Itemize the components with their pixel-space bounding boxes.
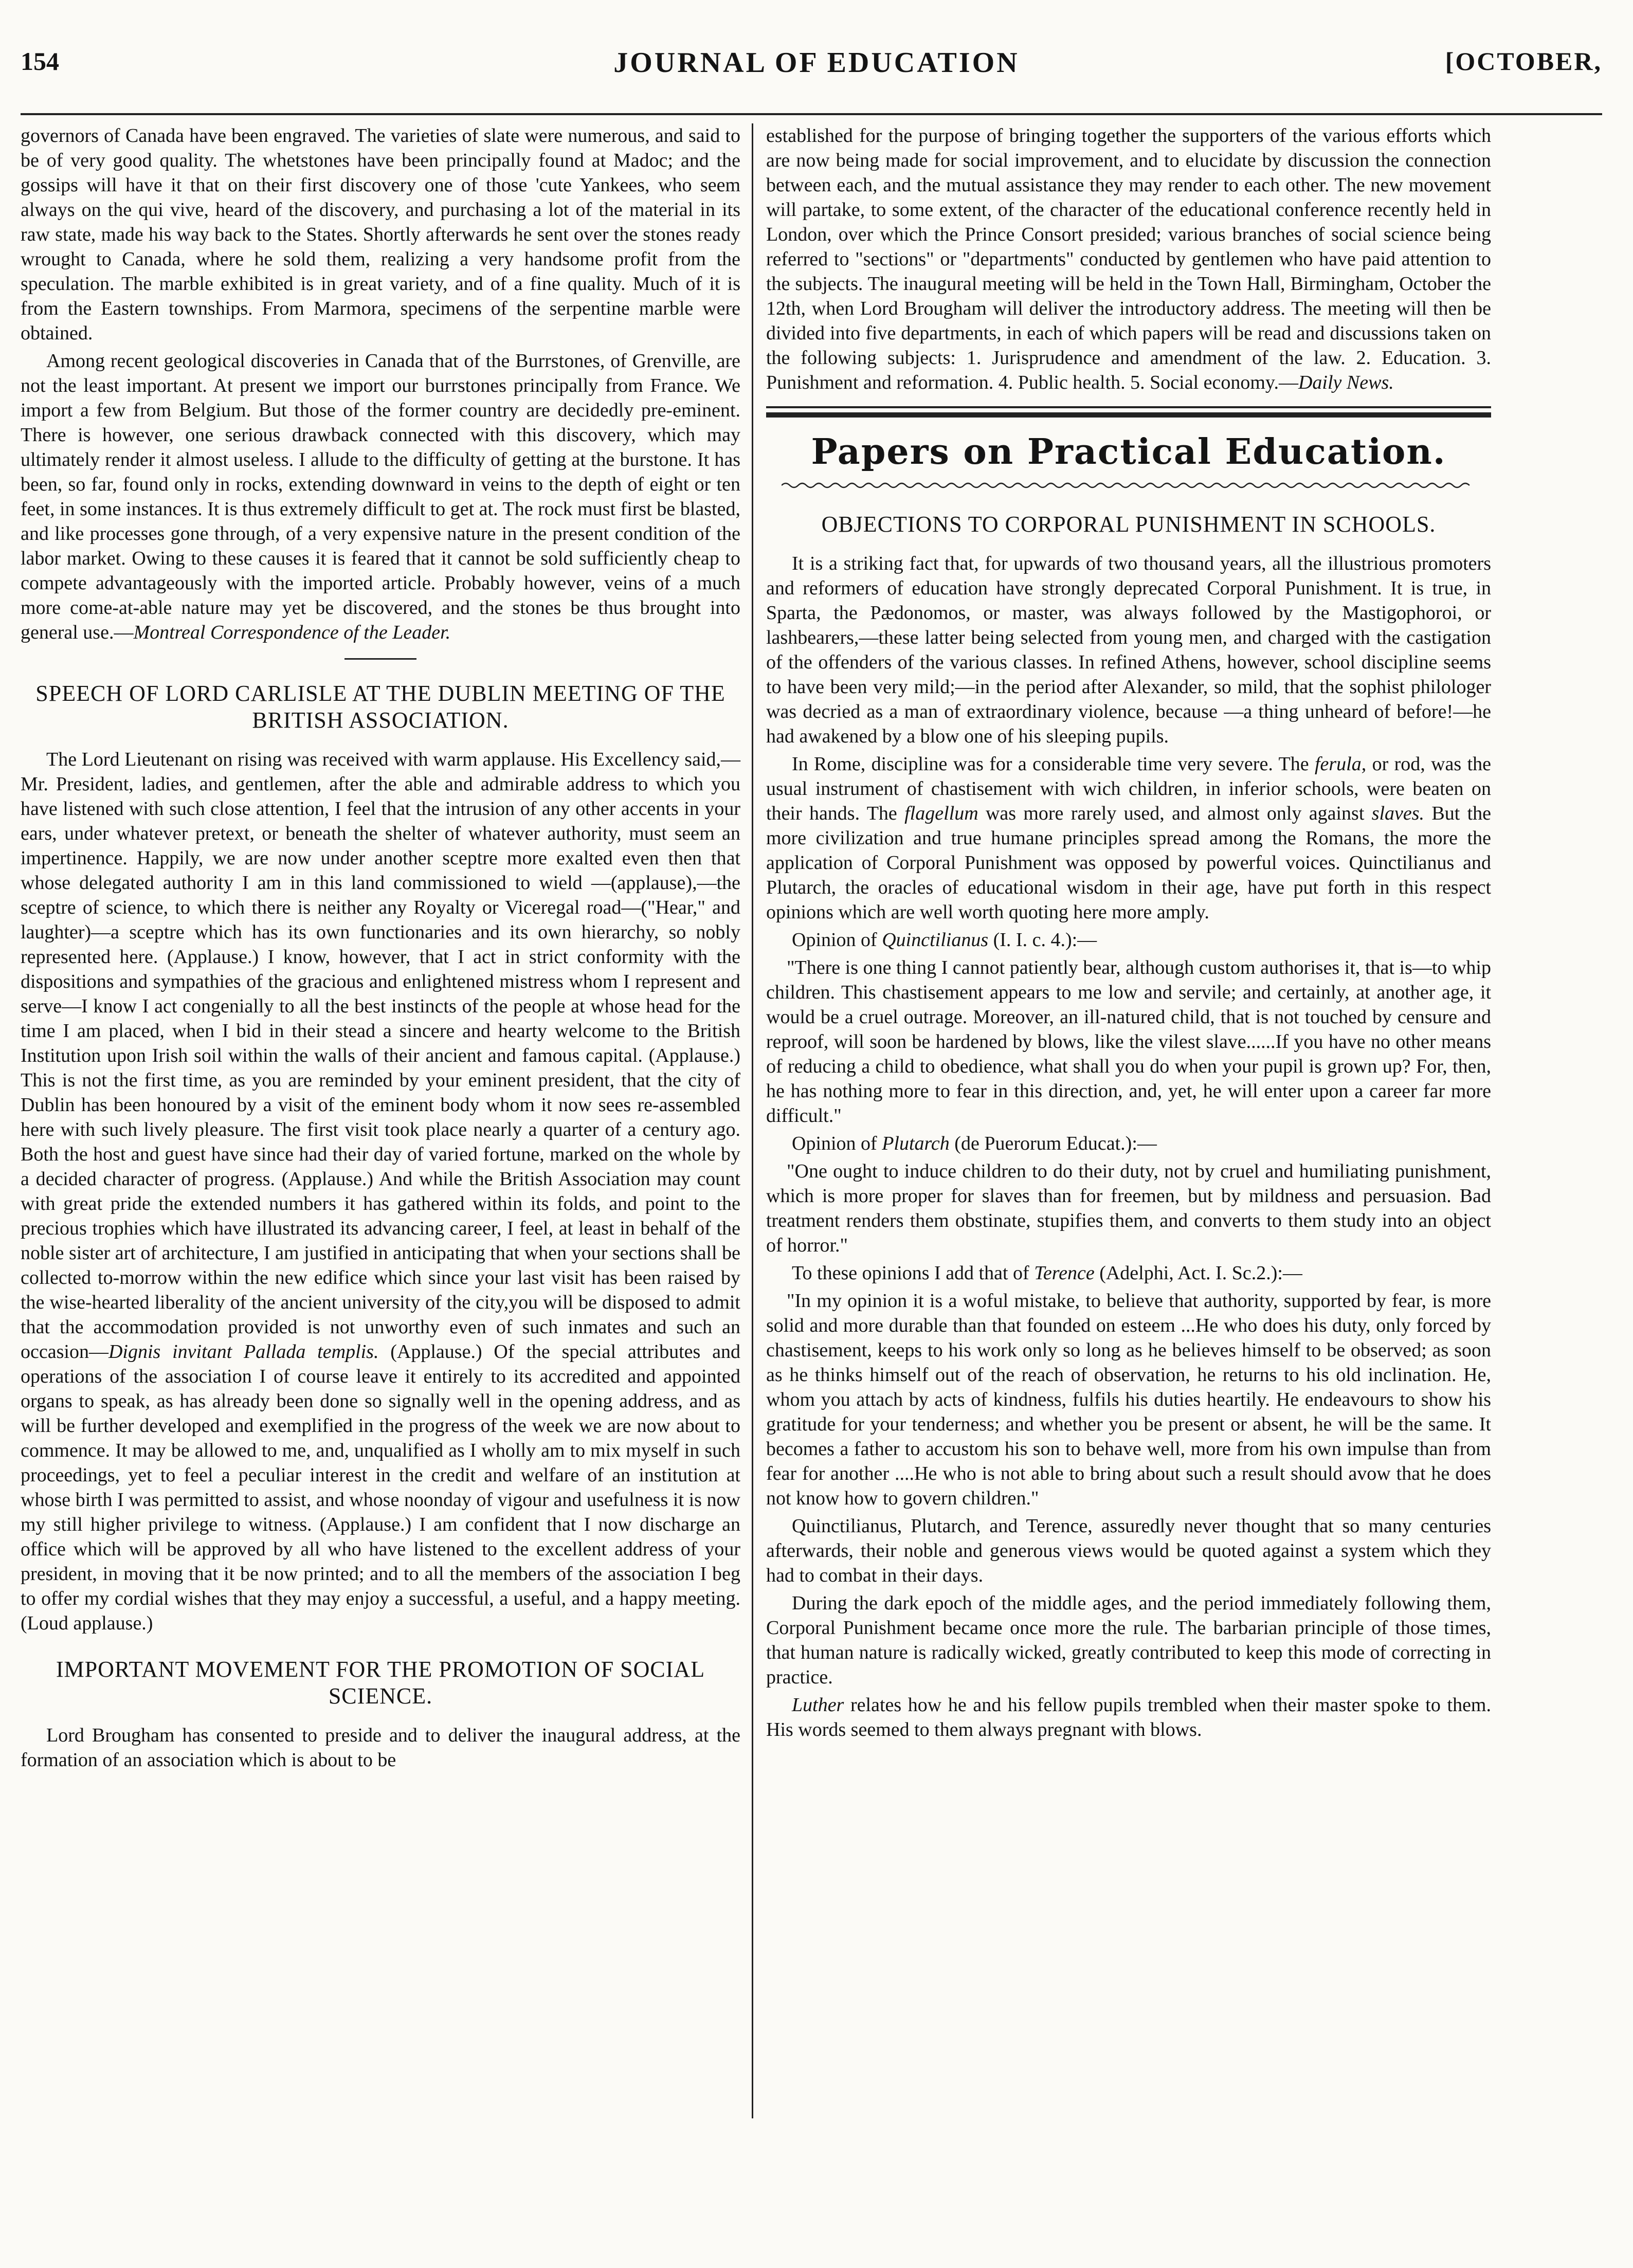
luther-paragraph [766, 1693, 1491, 1742]
quint-intro-text: Opinion of [792, 929, 882, 951]
double-rule [766, 406, 1491, 418]
plutarch-intro [766, 1131, 1491, 1156]
left-column [21, 123, 740, 1775]
movement-source: Daily News. [1298, 372, 1394, 393]
page-header [0, 46, 1633, 87]
slaves-term: slaves. [1371, 803, 1425, 824]
plut-name: Plutarch [882, 1133, 950, 1154]
carlisle-speech-part-1: The Lord Lieutenant on rising was received with warm applause. His Excellency said,—Mr. President, ladies, and gentlemen, after the able and admirable address to which you have listened with such close attention, I feel that the intrusion of any other accents in your ears, under whatever pretext, or beneath the shelter of whatever authority, must seem an impertinence. Happily, we are now under another sceptre more exalted even then that whose delegated authority I am in this land commissioned to wield —(applause),—the sceptre of science, to which there is neither any Royalty or Viceregal road—("Hear," and laughter)—a sceptre which has its own functionaries and its own hierarchy, so nobly represented here. (Applause.) I know, however, that I act in strict conformity with the dispositions and sympathies of the gracious and enlightened mistress whom I represent and serve—I know I act congenially to all the best instincts of the people at whose head for the time I am placed, when I bid in their stead a sincere and hearty welcome to the British Institution upon Irish soil within the walls of their ancient and famous capital. (Applause.) This is not the first time, as you are reminded by your eminent president, that the city of Dublin has been honoured by a visit of the eminent body whom it now sees re-assembled here with such lively pleasure. The first visit took place nearly a quarter of a century ago. Both the host and guest have since had their day of varied fortune, marked on the whole by a decided character of progress. (Applause.) And while the British Association may count with great pride the extended numbers it has gathered within its folds, and point to the precious trophies which have illustrated its advancing career, I feel, at least in behalf of the noble sister art of architecture, I am justified in anticipating that when your sections shall be collected to-morrow within the new edifice which since your last visit has been raised by the wise-hearted liberality of the ancient university of the city,you will be disposed to admit that the accommodation provided is not unworthy even of such inmates and such an occasion— [21, 749, 740, 1363]
carlisle-speech [21, 747, 740, 1636]
terence-intro [766, 1261, 1491, 1285]
rome-text-4: But the more civilization and true humane principles spread among the Romans, the more the application of Corporal Punishment was opposed by powerful voices. Quinctilianus and Plutarch, the oracles of educational wisdom in their age, have put forth in this respect opinions which are well worth quoting here more amply. [766, 803, 1491, 923]
issue-month: [OCTOBER, [1445, 47, 1602, 76]
burrstones-paragraph [21, 349, 740, 645]
quinctilianus-intro [766, 928, 1491, 952]
section-rule [344, 658, 416, 660]
objections-paragraph-3: Quinctilianus, Plutarch, and Terence, assuredly never thought that so many centuries afterwards, their noble and generous views would be quoted against a system which they had to combat in their days. [766, 1515, 1491, 1586]
quinctilianus-quote: "There is one thing I cannot patiently bear, although custom authorises it, that is—to whip children. This chastisement appears to me low and servile; and certainly, at another age, it would be a cruel outrage. Moreover, an ill-natured child, that is not touched by censure and reproof, will soon be hardened by blows, like the vilest slave......If you have no other means of reducing a child to obedience, what shall you do when your pupil is grown up? For, then, he has nothing more to fear in this direction, and, yet, he will enter upon a career far more difficult." [766, 957, 1491, 1127]
rome-text-1: In Rome, discipline was for a considerable time very severe. The [792, 753, 1315, 775]
objections-paragraph-4: During the dark epoch of the middle ages, and the period immediately following them, Corporal Punishment became once more the rule. The barbarian principle of those times, that human nature is radically wicked, greatly contributed to keep this mode of correcting in practice. [766, 1592, 1491, 1688]
flagellum-term: flagellum [904, 803, 978, 824]
carlisle-speech-part-2: (Applause.) Of the special attributes and operations of the association I of course leave it entirely to its accredited and appointed organs to speak, as has already been done so signally well in the opening address, and as will be further developed and exemplified in the progress of the week we are now about to commence. It may be allowed to me, and, unqualified as I wholly am to mix myself in such proceedings, yet to feel a peculiar interest in the credit and welfare of an institution at whose birth I was permitted to assist, and whose noonday of vigour and usefulness it is now my still higher privilege to witness. (Applause.) I am confident that I now discharge an office which will be approved by all who have listened to the excellent address of your president, in moving that it be now printed; and to all the members of the association I beg to offer my cordial wishes that they may enjoy a successful, a useful, and a happy meeting. (Loud applause.) [21, 1341, 740, 1634]
ter-citation: (Adelphi, Act. I. Sc.2.):— [1094, 1262, 1302, 1284]
movement-opening: Lord Brougham has consented to preside and to deliver the inaugural address, at the formation of an association which is about to be [21, 1725, 740, 1771]
rome-text-3: was more rarely used, and almost only against [978, 803, 1372, 824]
rome-text-2: or rod, was the usual instrument of chastisement with wich children, in inferior schools, were beaten on their hands. The [766, 753, 1491, 824]
wavy-line-icon [782, 480, 1476, 491]
carlisle-heading: SPEECH OF LORD CARLISLE AT THE DUBLIN MEETING OF THE BRITISH ASSOCIATION. [35, 681, 725, 733]
ferula-term: ferula, [1314, 753, 1367, 775]
ter-intro-text: To these opinions I add that of [792, 1262, 1035, 1284]
slate-paragraph: governors of Canada have been engraved. The varieties of slate were numerous, and said to be of very good quality. The whetstones have been principally found at Madoc; and the gossips will have it that on their first discovery one of those 'cute Yankees, who seem always on the qui vive, heard of the discovery, and purchasing a lot of the material in its raw state, made his way back to the States. Shortly afterwards he sent over the stones ready wrought to Canada, where he sold them, realizing a very handsome profit from the speculation. The marble exhibited is in great variety, and of a fine quality. Much of it is from the Eastern townships. From Marmora, specimens of the serpentine marble were obtained. [21, 125, 740, 344]
movement-continued-text: established for the purpose of bringing together the supporters of the various efforts which are now being made for social improvement, and to elucidate by discussion the connection between each, and the mutual assistance they may render to each other. The new movement will partake, to some extent, of the character of the educational conference recently held in London, over which the Prince Consort presided; various branches of social science being referred to "sections" or "departments" conducted by gentlemen who have paid attention to the subjects. The inaugural meeting will be held in the Town Hall, Birmingham, October the 12th, when Lord Brougham will deliver the introductory address. The meeting will then be divided into five departments, in each of which papers will be read and discussions taken on the following subjects: 1. Jurisprudence and amendment of the law. 2. Education. 3. Punishment and reformation. 4. Public health. 5. Social economy.— [766, 125, 1491, 393]
luther-text: relates how he and his fellow pupils trembled when their master spoke to them. His words seemed to them always pregnant with blows. [766, 1694, 1491, 1740]
objections-heading: OBJECTIONS TO CORPORAL PUNISHMENT IN SCHOOLS. [821, 512, 1436, 537]
quint-name: Quinctilianus [882, 929, 989, 951]
plutarch-quote: "One ought to induce children to do their duty, not by cruel and humiliating punishment, which is more proper for slaves than for freemen, but by mildness and persuasion. Bad treatment renders them obstinate, stupifies them, and converts to them study into an object of horror." [766, 1160, 1491, 1256]
objections-paragraph-2 [766, 752, 1491, 924]
column-divider [752, 123, 753, 2118]
header-rule [21, 113, 1602, 115]
movement-heading: IMPORTANT MOVEMENT FOR THE PROMOTION OF SOCIAL SCIENCE. [56, 1657, 705, 1709]
plut-citation: (de Puerorum Educat.):— [949, 1133, 1157, 1154]
burrstones-source: Montreal Correspondence of the Leader. [133, 622, 451, 643]
journal-title: JOURNAL OF EDUCATION [613, 47, 1020, 79]
luther-name: Luther [792, 1694, 844, 1716]
ter-name: Terence [1034, 1262, 1095, 1284]
burrstones-text: Among recent geological discoveries in Canada that of the Burrstones, of Grenville, are not the least important. At present we import our burrstones principally from France. We import a few from Belgium. But those of the former country are decidedly pre-eminent. There is however, one serious drawback connected with this discovery, which may ultimately render it almost useless. I allude to the difficulty of getting at the burstone. It has been, so far, found only in rocks, extending downward in veins to the depth of eight or ten feet, in some instances. It is thus extremely difficult to get at. The rock must first be blasted, and like processes gone through, of a very expensive nature in the present condition of the labor market. Owing to these causes it is feared that it cannot be sold sufficiently cheap to compete advantageously with the imported article. Probably however, veins of a much more come-at-able nature may yet be discovered, and the stones be thus brought into general use.— [21, 350, 740, 643]
section-banner: Papers on Practical Education. [811, 431, 1446, 473]
right-column [766, 123, 1491, 1745]
carlisle-latin-quote: Dignis invitant Pallada templis. [108, 1341, 379, 1363]
page-number: 154 [21, 47, 59, 76]
plut-intro-text: Opinion of [792, 1133, 882, 1154]
wavy-ornament [782, 480, 1476, 491]
terence-quote: "In my opinion it is a woful mistake, to believe that authority, supported by fear, is more solid and more durable than that founded on esteem ...He who does his duty, only forced by chastisement, keeps to his work only so long as he believes himself to be observed; as soon as he thinks himself out of the reach of observation, he returns to his old inclination. He, whom you attach by acts of kindness, fulfils his duties heartily. He endeavours to show his gratitude for your tenderness; and whether you be present or absent, he will be the same. It becomes a father to accustom his son to behave well, more from his own impulse than from fear for another ....He who is not able to bring about such a result should avow that he does not know how to govern children." [766, 1290, 1491, 1509]
objections-paragraph-1: It is a striking fact that, for upwards of two thousand years, all the illustrious promoters and reformers of education have strongly deprecated Corporal Punishment. It is true, in Sparta, the Pædonomos, or master, was always followed by the Mastigophoroi, or lashbearers,—these latter being selected from young men, and charged with the castigation of the offenders of the various classes. In refined Athens, however, school discipline seems to have been very mild;—in the period after Alexander, so mild, that the sophist philologer was decried as a man of extraordinary violence, because —a thing unheard of before!—he had awakened by a blow one of his sleeping pupils. [766, 553, 1491, 747]
quint-citation: (I. I. c. 4.):— [988, 929, 1097, 951]
movement-continued [766, 123, 1491, 395]
